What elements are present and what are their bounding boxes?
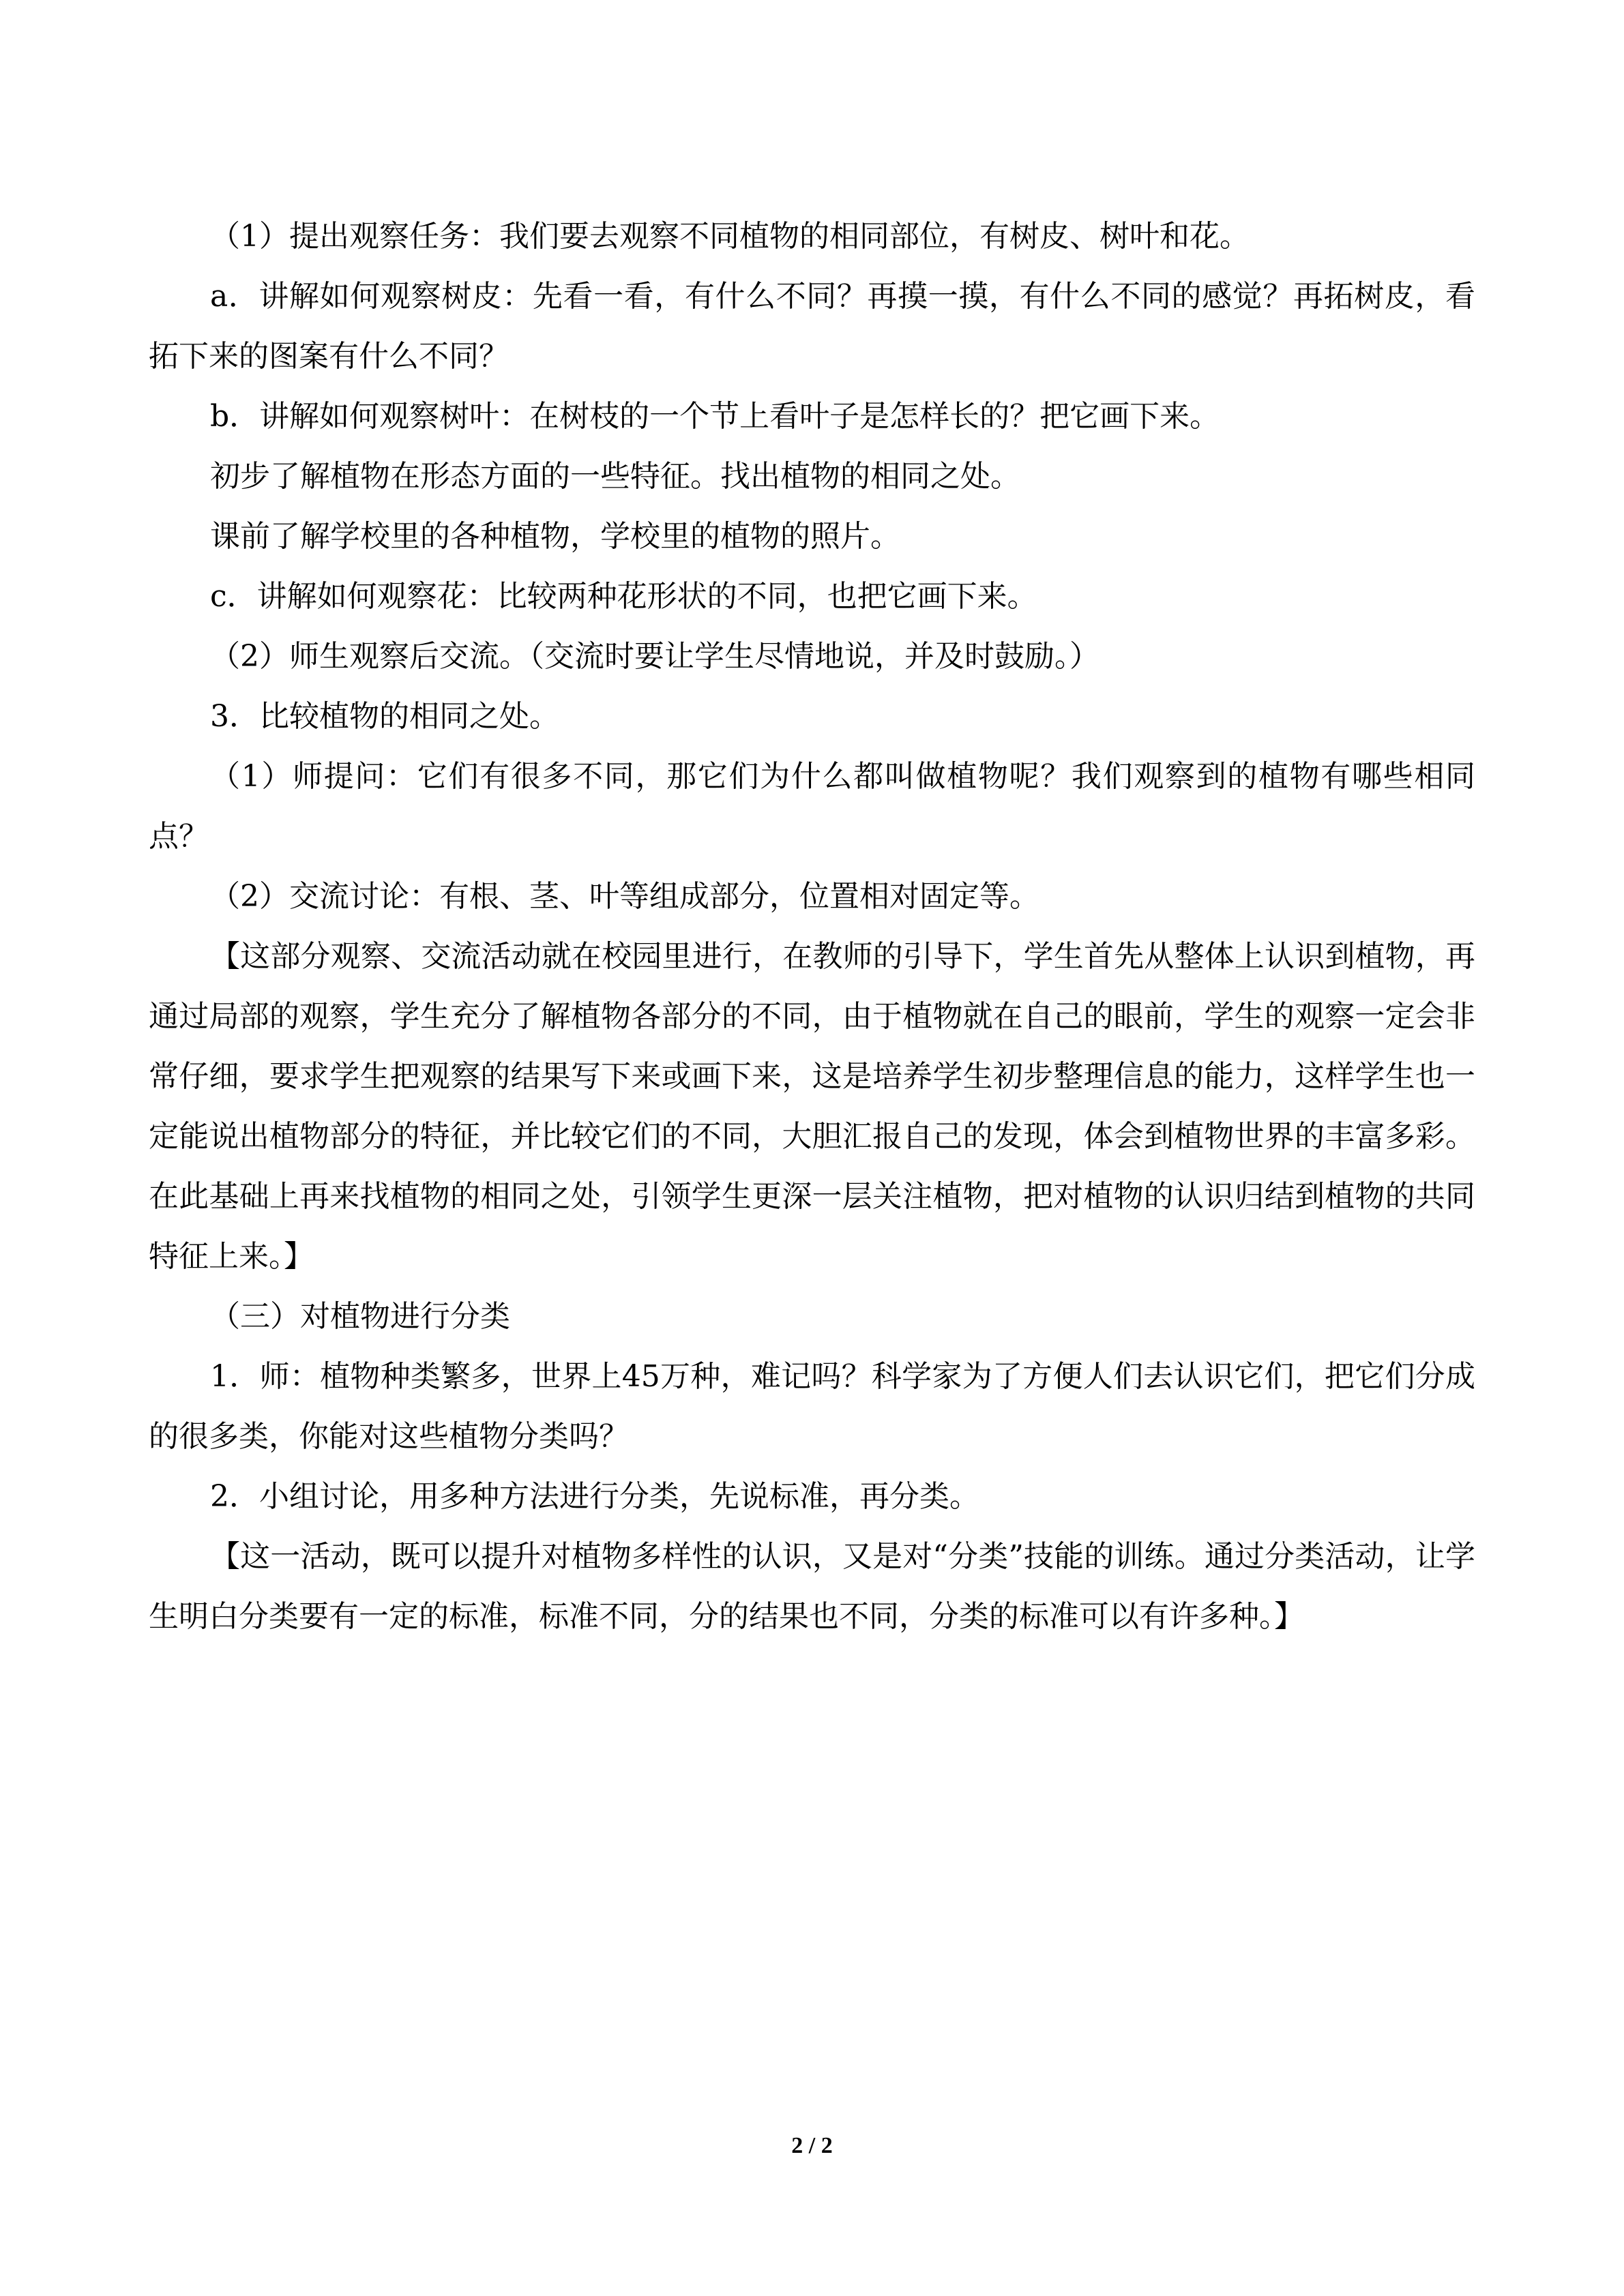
paragraph-features: 初步了解植物在形态方面的一些特征。找出植物的相同之处。 — [210, 459, 1020, 494]
paragraph-flower: c．讲解如何观察花：比较两种花形状的不同，也把它画下来。 — [210, 579, 1037, 614]
paragraph-preparation: 课前了解学校里的各种植物，学校里的植物的照片。 — [210, 519, 900, 554]
paragraph-teacher-question: （1）师提问：它们有很多不同，那它们为什么都叫做植物呢？我们观察到的植物有哪些相同点？ — [149, 759, 1475, 854]
paragraph-compare: 3．比较植物的相同之处。 — [210, 699, 559, 734]
document-body — [149, 207, 1475, 1647]
section-heading-classify: （三）对植物进行分类 — [210, 1299, 510, 1334]
paragraph-species: 1．师：植物种类繁多，世界上45万种，难记吗？科学家为了方便人们去认识它们，把它们分成的很多类，你能对这些植物分类吗？ — [149, 1359, 1475, 1454]
paragraph-commentary-1: 【这部分观察、交流活动就在校园里进行，在教师的引导下，学生首先从整体上认识到植物，再通过局部的观察，学生充分了解植物各部分的不同，由于植物就在自己的眼前，学生的观察一定会非常仔细，要求学生把观察的结果写下来或画下来，这是培养学生初步整理信息的能力，这样学生也一定能说出植物部分的特征，并比较它们的不同，大胆汇报自己的发现，体会到植物世界的丰富多彩。在此基础上再来找植物的相同之处，引领学生更深一层关注植物，把对植物的认识归结到植物的共同特征上来。】 — [149, 939, 1475, 1274]
paragraph-commentary-2: 【这一活动，既可以提升对植物多样性的认识，又是对“分类”技能的训练。通过分类活动，让学生明白分类要有一定的标准，标准不同，分的结果也不同，分类的标准可以有许多种。】 — [149, 1539, 1475, 1634]
paragraph-discussion: （2）交流讨论：有根、茎、叶等组成部分，位置相对固定等。 — [210, 879, 1039, 914]
paragraph-exchange: （2）师生观察后交流。（交流时要让学生尽情地说，并及时鼓励。） — [210, 639, 1099, 674]
paragraph-bark: a．讲解如何观察树皮：先看一看，有什么不同？再摸一摸，有什么不同的感觉？再拓树皮，看拓下来的图案有什么不同？ — [149, 279, 1475, 374]
paragraph-observation-task: （1）提出观察任务：我们要去观察不同植物的相同部位，有树皮、树叶和花。 — [210, 219, 1250, 254]
paragraph-group-discussion: 2．小组讨论，用多种方法进行分类，先说标准，再分类。 — [210, 1479, 979, 1514]
page-number: 2 / 2 — [791, 2133, 833, 2158]
paragraph-leaf: b．讲解如何观察树叶：在树枝的一个节上看叶子是怎样长的？把它画下来。 — [210, 399, 1220, 434]
